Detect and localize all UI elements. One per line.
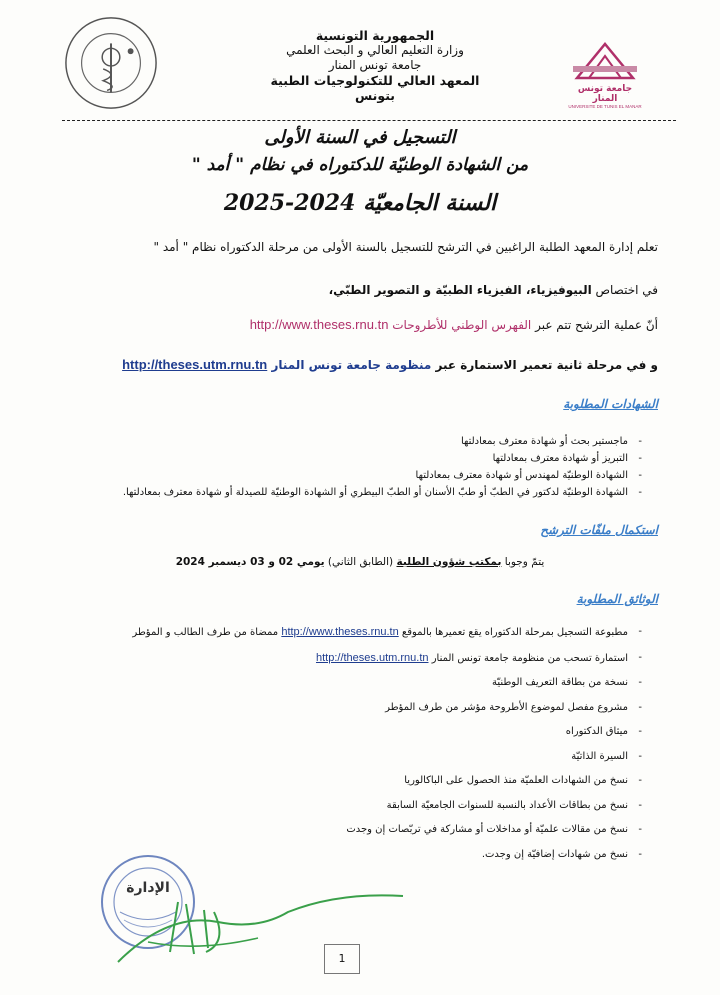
form-prefix: و في مرحلة ثانية تعمير الاستمارة عبر	[431, 358, 658, 372]
intro-paragraph-2	[329, 283, 658, 297]
list-item: - التبريز أو شهادة معترف بمعادلتها	[123, 450, 642, 467]
intro-paragraph-4	[122, 357, 658, 372]
document-link[interactable]: http://theses.utm.rnu.tn	[315, 651, 429, 664]
process-prefix: أنّ عملية الترشح تتم عبر	[531, 318, 658, 332]
list-item: - ميثاق الدكتوراه	[132, 720, 642, 745]
utm-system-link-text[interactable]: منظومة جامعة تونس المنار	[271, 358, 432, 372]
list-item: - ماجستير بحث أو شهادة معترف بمعادلتها	[123, 433, 642, 450]
signature-icon	[108, 882, 408, 972]
specialty-prefix: في اختصاص	[591, 283, 658, 297]
institute-seal-icon	[62, 14, 160, 112]
list-item	[132, 646, 642, 672]
list-item: - الشهادة الوطنيّة لمهندس أو شهادة معترف بمعادلتها	[123, 467, 642, 484]
header-line-ministry: وزارة التعليم العالي و البحث العلمي	[286, 43, 464, 57]
section-title-documents: الوثائق المطلوبة	[576, 592, 658, 606]
university-logo-text: جامعة تونس المنار	[577, 84, 633, 104]
header-block	[255, 28, 495, 103]
completion-paragraph	[0, 556, 720, 568]
specialty-name: البيوفيزياء، الفيزياء الطبيّة و التصوير الطبّي،	[328, 283, 592, 297]
completion-floor: (الطابق الثاني)	[324, 556, 397, 568]
page-number: 1	[324, 944, 360, 974]
list-item: - نسخة من بطاقة التعريف الوطنيّة	[132, 671, 642, 696]
intro-paragraph-3	[250, 317, 658, 332]
title-line-2: من الشهادة الوطنيّة للدكتوراه في نظام " أمد "	[191, 155, 529, 175]
list-item: - مشروع مفصل لموضوع الأطروحة مؤشر من طرف المؤطر	[132, 696, 642, 721]
university-logo-subtext: UNIVERSITE DE TUNIS EL MANAR	[568, 104, 642, 109]
header-line-university: جامعة تونس المنار	[328, 58, 422, 72]
documents-list	[132, 620, 642, 867]
list-item: - نسخ من مقالات علميّة أو مداخلات أو مشاركة في تربّصات إن وجدت	[132, 818, 642, 843]
title-line-1: التسجيل في السنة الأولى	[264, 127, 456, 148]
section-title-degrees: الشهادات المطلوبة	[563, 397, 658, 411]
completion-office: بمكتب شؤون الطلبة	[396, 556, 502, 568]
list-item: - نسخ من بطاقات الأعداد بالنسبة للسنوات الجامعيّة السابقة	[132, 794, 642, 819]
university-logo	[565, 40, 645, 109]
degrees-list	[123, 433, 642, 501]
document-text: استمارة تسحب من منظومة جامعة تونس المنار	[431, 652, 628, 664]
university-logo-icon	[565, 40, 645, 80]
document-link[interactable]: http://www.theses.rnu.tn	[281, 626, 399, 638]
header-divider	[62, 120, 676, 121]
intro-paragraph-1: تعلم إدارة المعهد الطلبة الراغبين في الترشح للتسجيل بالسنة الأولى من مرحلة الدكتوراه نظام " أمد "	[153, 240, 658, 254]
section-title-completion: استكمال ملفّات الترشح	[540, 523, 658, 537]
document-text: مطبوعة التسجيل بمرحلة الدكتوراه يقع تعميرها بالموقع	[401, 627, 628, 638]
utm-system-url[interactable]: http://theses.utm.rnu.tn	[122, 357, 268, 372]
list-item: - الشهادة الوطنيّة لدكتور في الطبّ أو طبّ الأسنان أو الطبّ البيطري أو الشهادة الوطنيّة للصيدلة أو شهادة معترف بمعادلتها.	[123, 484, 642, 501]
document-suffix: ممضاة من طرف الطالب و المؤطر	[132, 627, 279, 638]
completion-dates: يومي 02 و 03 ديسمبر 2024	[175, 556, 325, 568]
list-item	[132, 620, 642, 646]
stamp-label: الإدارة	[126, 880, 170, 896]
header-line-institute: المعهد العالي للتكنولوجيات الطبية بتونس	[270, 73, 480, 103]
national-theses-url[interactable]: http://www.theses.rnu.tn	[249, 317, 389, 332]
list-item: - السيرة الذاتيّة	[132, 745, 642, 770]
title-academic-year: السنة الجامعيّة 2024-2025	[223, 190, 497, 216]
completion-prefix: يتمّ وجوبا	[501, 556, 545, 568]
header-line-republic: الجمهورية التونسية	[315, 28, 435, 43]
list-item: - نسخ من الشهادات العلميّة منذ الحصول على الباكالوريا	[132, 769, 642, 794]
list-item: - نسخ من شهادات إضافيّة إن وجدت.	[132, 843, 642, 868]
national-theses-link-text[interactable]: الفهرس الوطني للأطروحات	[392, 318, 532, 332]
